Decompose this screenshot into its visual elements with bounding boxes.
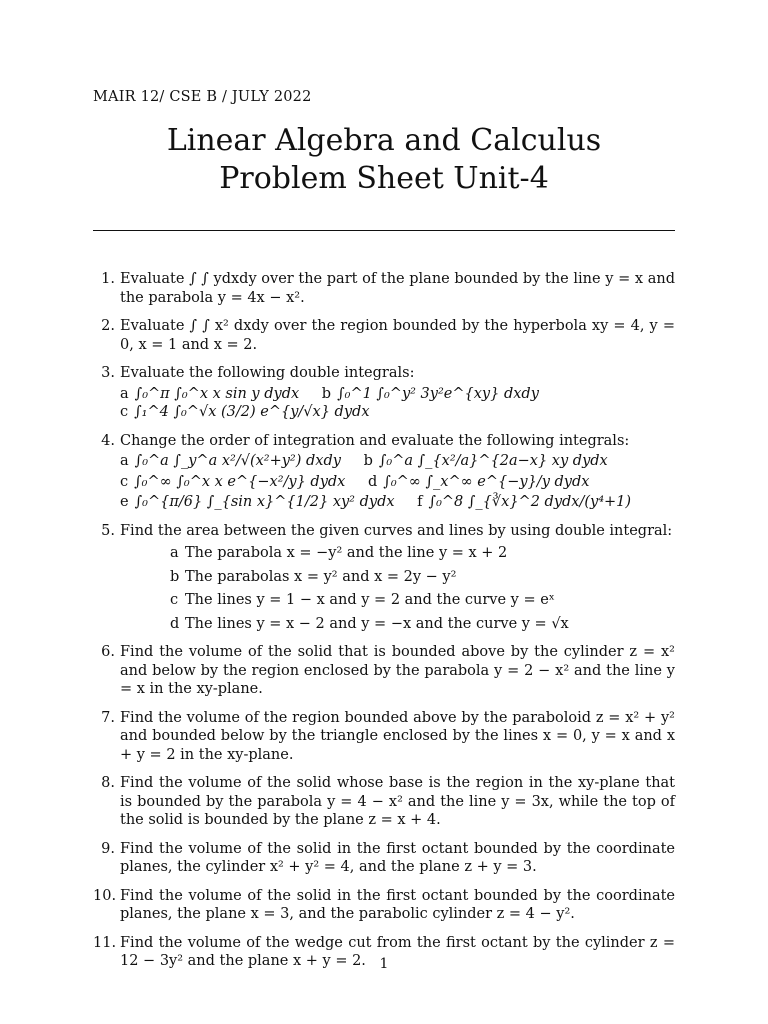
integral-item: d ∫₀^∞ ∫_x^∞ e^{−y}/y dydx <box>367 473 590 490</box>
problem-10 <box>93 887 675 924</box>
problem-text: Evaluate ∫ ∫ x² dxdy over the region bounded by the hyperbola xy = 4, y = 0, x = 1 and x = 2. <box>120 318 675 353</box>
problem-text: Find the volume of the solid whose base is the region in the xy-plane that is bounded by the parabola y = 4 − x² and the line y = 3x, while the top of the solid is bounded by the plane z = x + 4. <box>120 775 675 828</box>
integral-row <box>120 452 675 471</box>
problem-text: Find the volume of the solid in the first octant bounded by the coordinate planes, the plane x = 3, and the parabolic cylinder z = 4 − y². <box>120 887 675 922</box>
problem-number: 5. <box>101 522 115 539</box>
title-line-1: Linear Algebra and Calculus <box>166 123 602 158</box>
title-divider <box>93 230 675 231</box>
title-line-2: Problem Sheet Unit-4 <box>219 161 549 196</box>
integral-item: b ∫₀^a ∫_{x²/a}^{2a−x} xy dydx <box>363 453 608 469</box>
problem-number: 8. <box>101 775 115 791</box>
integral-item: f ∫₀^8 ∫_{∛x}^2 dydx/(y⁴+1) <box>417 494 632 510</box>
integral-row <box>120 385 675 422</box>
problem-8 <box>93 774 675 830</box>
course-code: MAIR 12/ CSE B / JULY 2022 <box>93 89 312 105</box>
problem-4 <box>93 432 675 512</box>
problem-7 <box>93 709 675 765</box>
sub-question: b The parabolas x = y² and x = 2y − y² <box>170 568 457 585</box>
problem-text: Find the volume of the region bounded above by the paraboloid z = x² + y² and bounded below by the triangle enclosed by the lines x = 0, y = x and x + y = 2 in the xy-plane. <box>120 709 675 763</box>
integral-item: a ∫₀^π ∫₀^x x sin y dydx <box>120 385 300 402</box>
integral-item: e ∫₀^{π/6} ∫_{sin x}^{1/2} xy² dydx <box>120 494 395 510</box>
problem-number: 11. <box>93 934 117 951</box>
problem-text: Find the volume of the solid in the first octant bounded by the coordinate planes, the cylinder x² + y² = 4, and the plane z + y = 3. <box>120 840 675 875</box>
problem-list <box>93 270 675 981</box>
problem-number: 6. <box>101 644 115 660</box>
integral-item: b ∫₀^1 ∫₀^y² 3y²e^{xy} dxdy <box>321 385 539 402</box>
problem-text: Find the area between the given curves and lines by using double integral: <box>120 522 673 539</box>
problem-number: 7. <box>101 709 115 726</box>
problem-number: 9. <box>101 840 115 857</box>
problem-9 <box>93 840 675 877</box>
sub-question-list <box>120 544 675 633</box>
sub-question: a The parabola x = −y² and the line y = x + 2 <box>170 545 508 561</box>
integral-item: c ∫₀^∞ ∫₀^x x e^{−x²/y} dydx <box>120 473 346 490</box>
page-number: 1 <box>379 956 389 972</box>
problem-text: Find the volume of the solid that is bounded above by the cylinder z = x² and below by the region enclosed by the parabola y = 2 − x² and the line y = x in the xy-plane. <box>120 644 675 697</box>
problem-6 <box>93 643 675 699</box>
problem-number: 4. <box>101 432 115 449</box>
problem-5 <box>93 522 675 634</box>
problem-1 <box>93 270 675 307</box>
problem-number: 1. <box>101 271 115 287</box>
problem-number: 3. <box>101 365 115 381</box>
problem-2 <box>93 317 675 354</box>
integral-row <box>120 473 675 492</box>
problem-text: Find the volume of the wedge cut from the first octant by the cylinder z = 12 − 3y² and the plane x + y = 2. <box>120 934 675 969</box>
problem-text: Change the order of integration and evaluate the following integrals: <box>120 432 630 449</box>
problem-3 <box>93 364 675 422</box>
problem-text: Evaluate the following double integrals: <box>120 365 415 381</box>
integral-item: a ∫₀^a ∫_y^a x²/√(x²+y²) dxdy <box>120 453 341 469</box>
problem-number: 2. <box>101 318 115 334</box>
problem-text: Evaluate ∫ ∫ ydxdy over the part of the plane bounded by the line y = x and the parabola y = 4x − x². <box>120 271 675 306</box>
sub-question: d The lines y = x − 2 and y = −x and the curve y = √x <box>170 615 569 632</box>
page-title <box>0 122 768 198</box>
sub-question: c The lines y = 1 − x and y = 2 and the curve y = eˣ <box>170 592 555 608</box>
integral-row <box>120 493 675 512</box>
problem-number: 10. <box>93 887 117 904</box>
integral-item: c ∫₁^4 ∫₀^√x (3/2) e^{y/√x} dydx <box>120 404 370 420</box>
